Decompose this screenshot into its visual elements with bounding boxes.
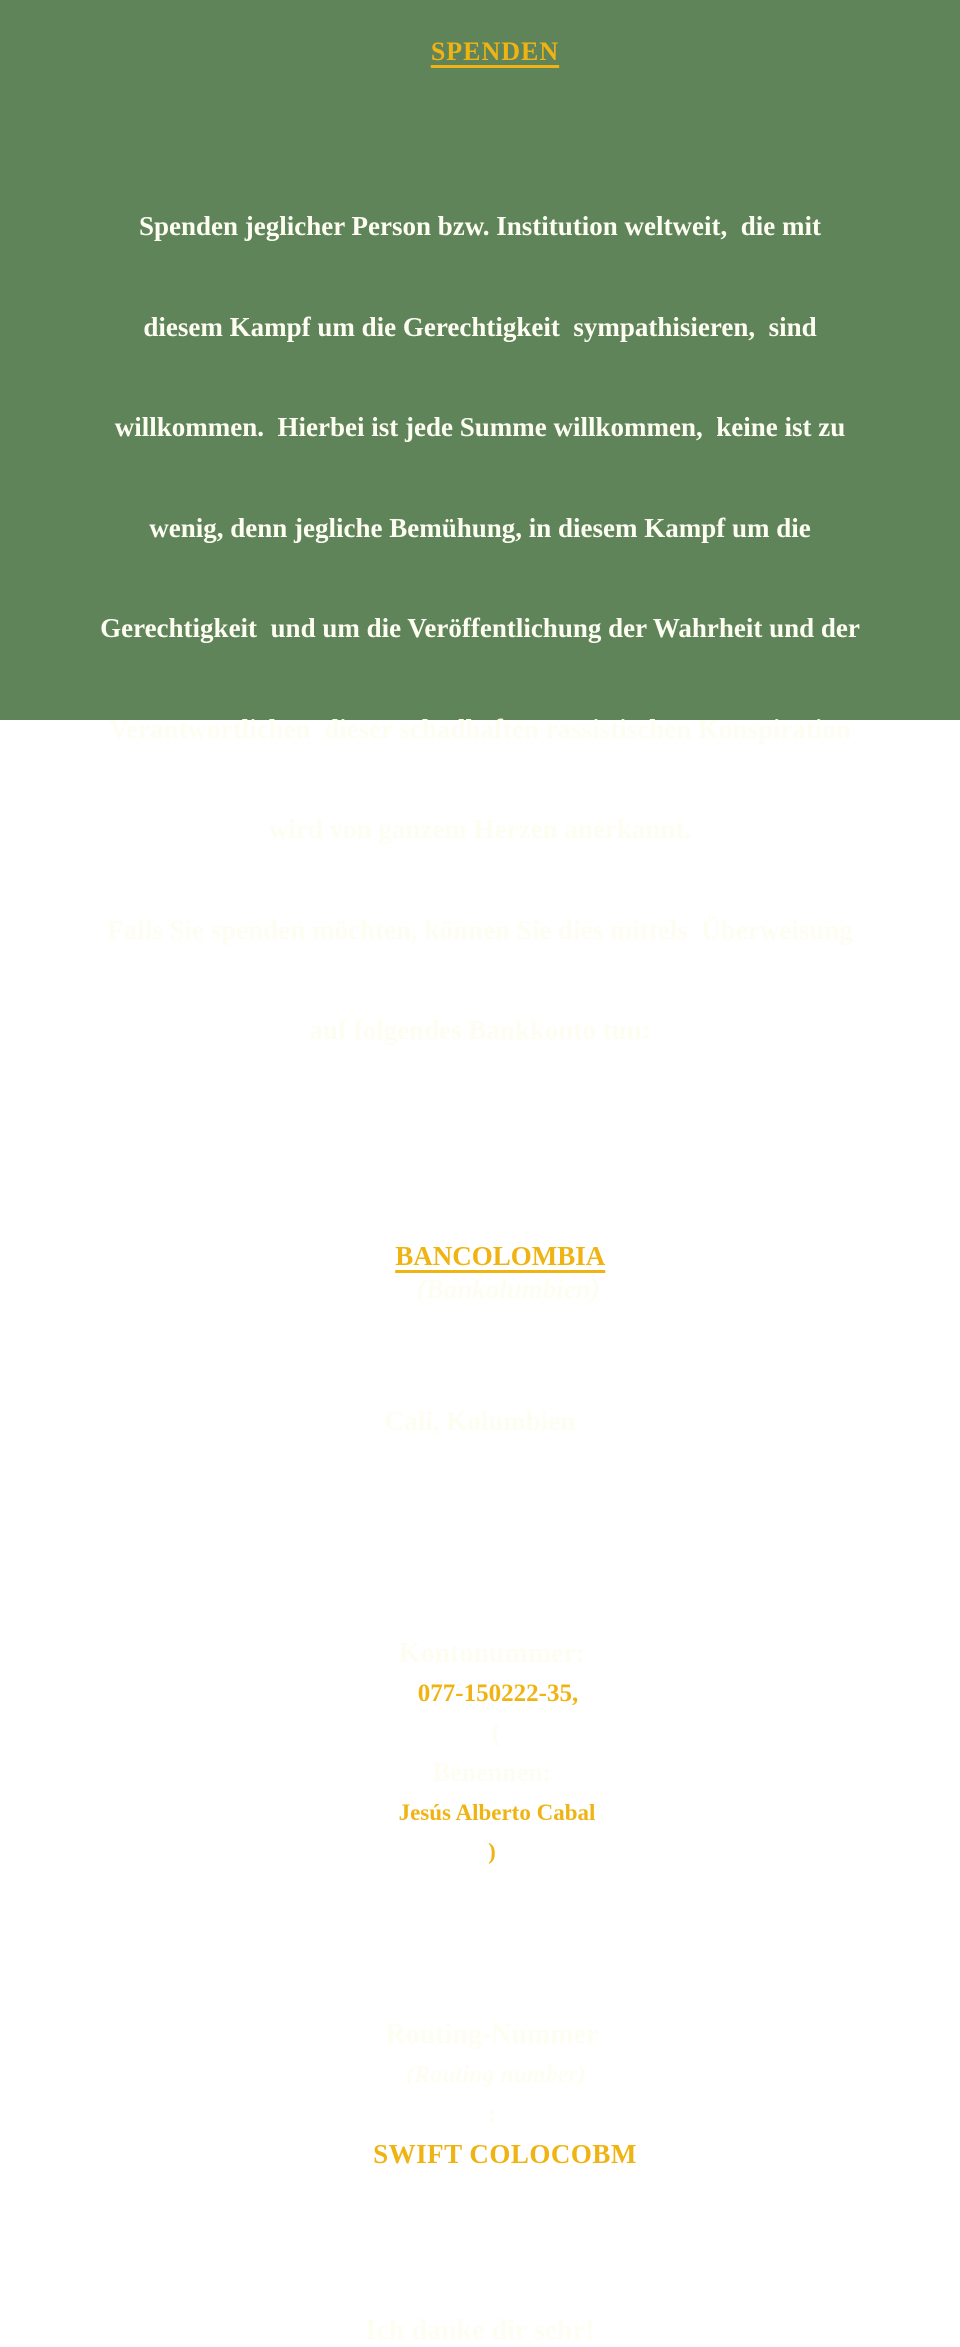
body-line: willkommen. Hierbei ist jede Summe willkommen, keine ist zu [114, 412, 846, 442]
benennen-label: Benennen: [432, 1757, 552, 1787]
body-line: Spenden jeglicher Person bzw. Institution weltweit, die mit [139, 211, 821, 241]
bank-info [0, 1141, 960, 1504]
thanks-line: Ich danke dir sehr! [365, 2314, 595, 2346]
bank-name: BANCOLOMBIA [395, 1240, 606, 1271]
body-paragraph [0, 143, 960, 1115]
routing-number-value: SWIFT COLOCOBM [373, 2138, 637, 2169]
routing-number-line [0, 1981, 960, 2213]
body-line: Verantwortlichen dieser schadhaften rassistischen Konspiration [109, 713, 851, 744]
routing-colon: : [487, 2098, 497, 2128]
account-number-label: Kontonummer: [398, 1637, 586, 1669]
slide-title-text: SPENDEN [430, 37, 560, 66]
account-number-value: 077-150222-35, [417, 1679, 579, 1707]
body-line: Gerechtigkeit und um die Veröffentlichung der Wahrheit und der [100, 613, 860, 643]
body-line: wenig, denn jegliche Bemühung, in diesem Kampf um die [149, 512, 811, 543]
benennen-paren-close: ) [488, 1838, 496, 1864]
body-line: Falls Sie spenden möchten, können Sie dies mittels Überweisung [107, 914, 853, 945]
body-line: auf folgendes Bankkonto tun: [309, 1015, 651, 1045]
routing-number-label: Routing-Nummer [385, 2018, 599, 2050]
benennen-paren-open: ( [491, 1717, 501, 1747]
account-holder-name: Jesús Alberto Cabal [398, 1799, 596, 1825]
slide-title [0, 0, 960, 97]
routing-number-translation: (Routing number) [406, 2061, 586, 2088]
body-line: wird von ganzem Herzen anerkannt. [268, 814, 692, 844]
body-line: diesem Kampf um die Gerechtigkeit sympathisieren, sind [143, 311, 817, 342]
account-details [0, 1528, 960, 2285]
bank-city: Cali, Kolumbien [384, 1405, 576, 1436]
bank-name-line [0, 1207, 960, 1339]
bank-name-translation: (Bankolumbien) [416, 1273, 600, 1304]
account-number-line [0, 1600, 960, 1909]
